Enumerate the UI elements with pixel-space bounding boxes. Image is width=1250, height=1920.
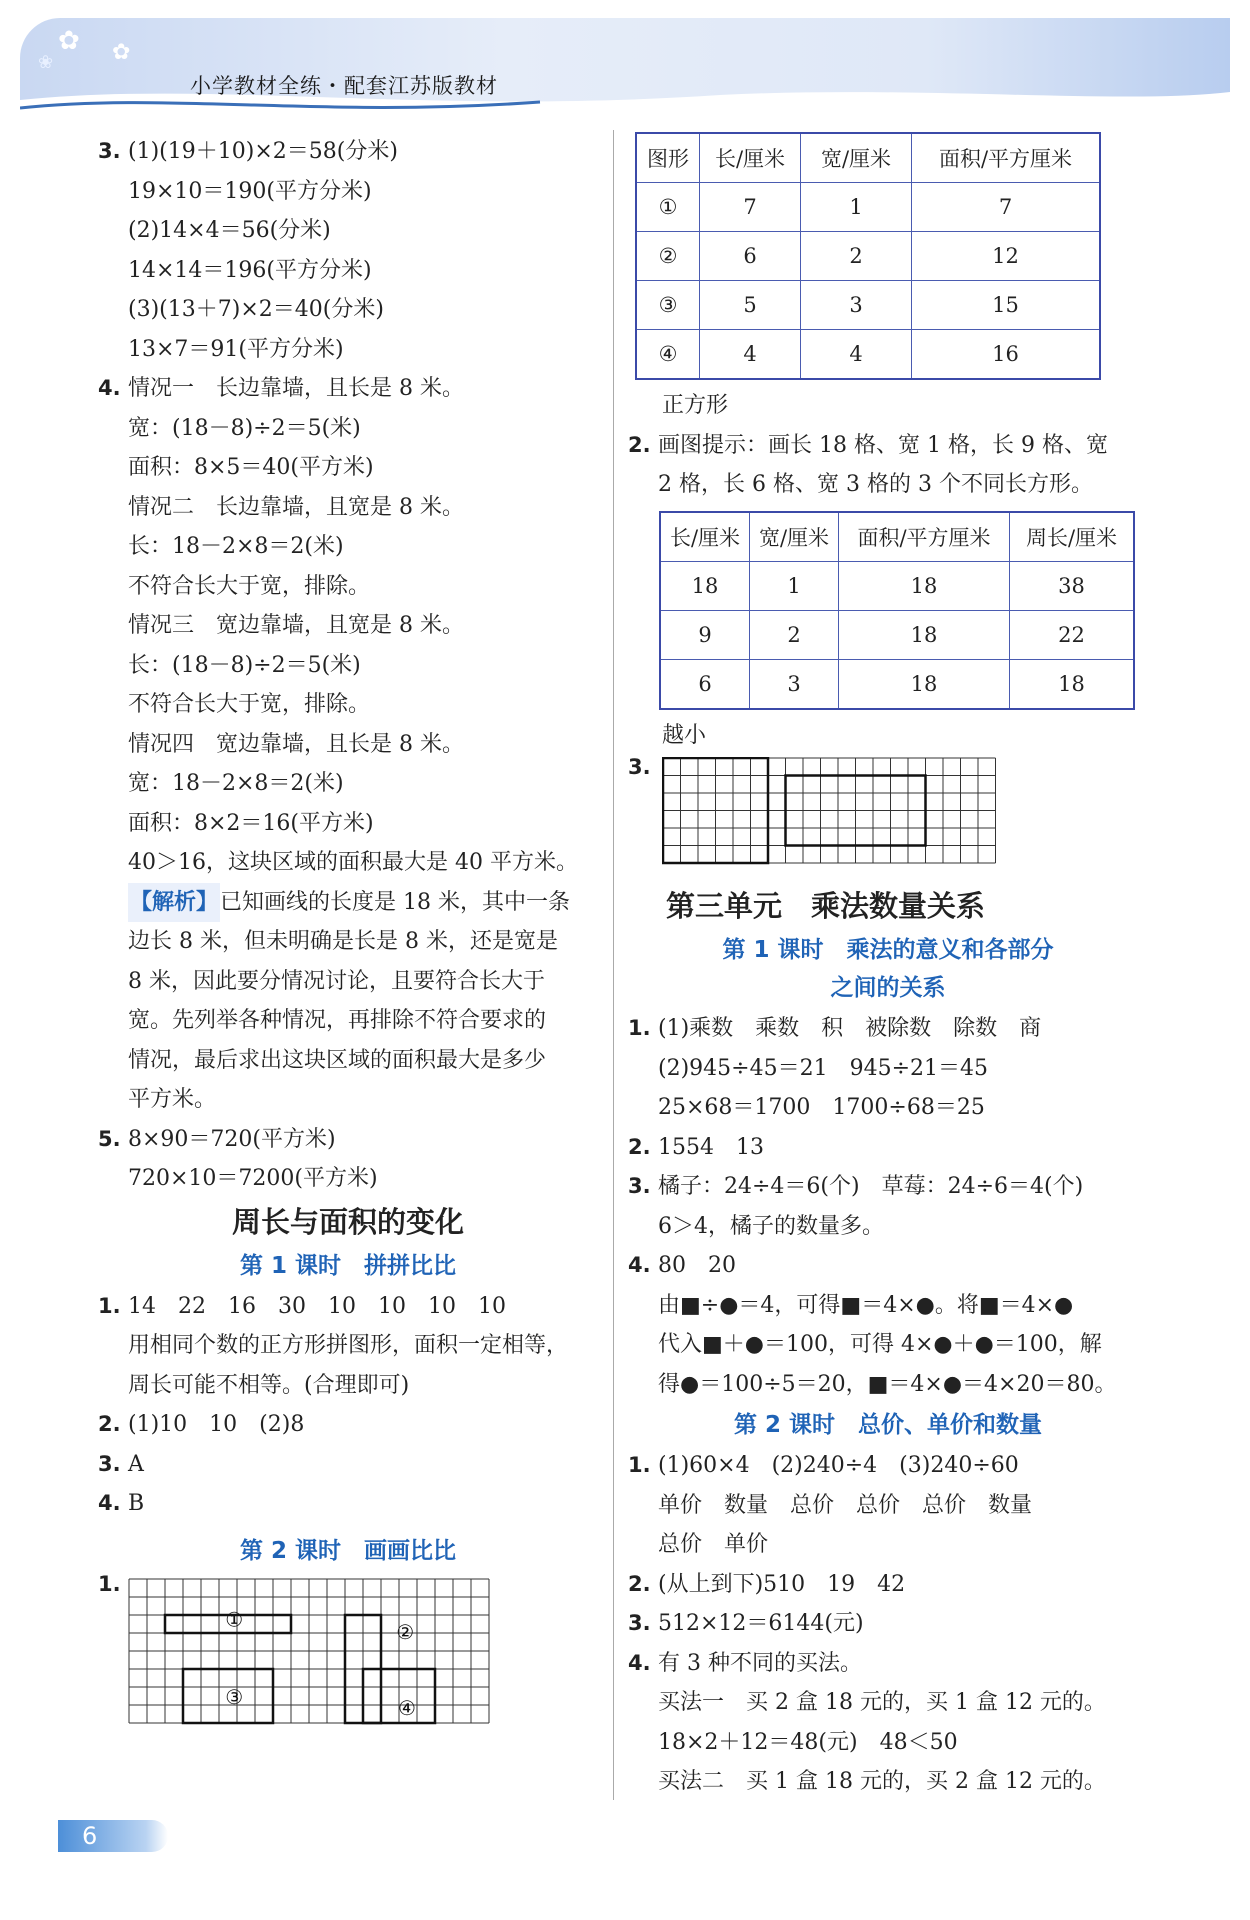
- answer-line: 13×7＝91(平方分米): [128, 336, 344, 362]
- answer-line: 2 格，长 6 格、宽 3 格的 3 个不同长方形。: [658, 472, 1093, 497]
- answer-line: 6＞4，橘子的数量多。: [658, 1213, 884, 1239]
- answer-line: 面积：8×2＝16(平方米): [128, 810, 374, 836]
- lesson1-question-1: [98, 1287, 598, 1406]
- answer-line: 面积：8×5＝40(平方米): [128, 455, 374, 480]
- shape-label: ①: [225, 1607, 244, 1632]
- question-number: 4.: [628, 1650, 651, 1675]
- answer-line: 14 22 16 30 10 10 10 10: [128, 1293, 506, 1319]
- table-cell: ①: [636, 183, 700, 232]
- answer-line: (2)945÷45＝21 945÷21＝45: [658, 1055, 988, 1081]
- table-row: [660, 561, 1134, 610]
- answer-line: B: [128, 1491, 145, 1516]
- question-number: 3.: [628, 1174, 651, 1198]
- table-rectangles: [659, 511, 1135, 710]
- right-question-2: [628, 426, 1148, 505]
- lesson-title: 第 2 课时 总价、单价和数量: [733, 1412, 1043, 1438]
- right-question-3: [628, 755, 1148, 883]
- lesson-title: 第 1 课时 拼拼比比: [239, 1252, 457, 1279]
- question-number: 4.: [98, 1491, 121, 1515]
- table-cell: 1: [750, 561, 839, 610]
- answer-line: 越小: [662, 722, 707, 748]
- answer-line: 画图提示：画长 18 格、宽 1 格，长 9 格、宽: [658, 432, 1108, 458]
- question-number: 3.: [628, 1611, 651, 1635]
- answer-line: 18×2＋12＝48(元) 48＜50: [658, 1729, 958, 1755]
- answer-line: 不符合长大于宽，排除。: [128, 692, 371, 717]
- answer-line: 情况四 宽边靠墙，且长是 8 米。: [128, 731, 464, 757]
- table-header-row: [660, 512, 1134, 562]
- unit-question-1: [628, 1009, 1148, 1128]
- table-cell: 7: [700, 183, 801, 232]
- answer-line: (从上到下)510 19 42: [658, 1571, 906, 1597]
- lesson2-question-4: [628, 1644, 1148, 1802]
- table-cell: 18: [839, 610, 1010, 659]
- answer-line: (1)10 10 (2)8: [128, 1412, 305, 1437]
- table-cell: 18: [839, 659, 1010, 709]
- answer-line: 情况三 宽边靠墙，且宽是 8 米。: [128, 613, 464, 638]
- table-cell: ②: [636, 232, 700, 281]
- question-number: 3.: [98, 139, 121, 163]
- answer-line: 14×14＝196(平方分米): [128, 257, 372, 283]
- question-4: [98, 369, 598, 1120]
- analysis-line: 情况，最后求出这块区域的面积最大是多少: [128, 1047, 547, 1073]
- table-cell: ④: [636, 330, 700, 380]
- table-cell: 16: [912, 330, 1101, 380]
- left-column: [98, 132, 598, 1762]
- table-header-cell: 宽/厘米: [750, 512, 839, 562]
- table-cell: 4: [801, 330, 912, 380]
- unit-title: 第三单元 乘法数量关系: [666, 889, 986, 923]
- answer-line: 橘子：24÷4＝6(个) 草莓：24÷6＝4(个): [658, 1174, 1084, 1199]
- table-row: [636, 232, 1100, 281]
- answer-line: 宽：(18－8)÷2＝5(米): [128, 415, 361, 441]
- answer-line: 25×68＝1700 1700÷68＝25: [658, 1095, 985, 1120]
- flower-icon: ✿: [112, 40, 131, 65]
- answer-line: 512×12＝6144(元): [658, 1611, 864, 1636]
- lesson2-question-1: [628, 1446, 1148, 1565]
- shape-label: ③: [225, 1684, 244, 1709]
- question-number: 4.: [628, 1253, 651, 1277]
- analysis-line: 宽。先列举各种情况，再排除不符合要求的: [128, 1008, 547, 1033]
- analysis-line: 边长 8 米，但未明确是长是 8 米，还是宽是: [128, 929, 558, 954]
- unit-question-3: [628, 1167, 1148, 1246]
- table-cell: 7: [912, 183, 1101, 232]
- table-shapes: [635, 132, 1101, 380]
- flower-icon: ✿: [58, 26, 80, 56]
- answer-line: (1)60×4 (2)240÷4 (3)240÷60: [658, 1453, 1019, 1478]
- flower-icon: ❀: [38, 52, 54, 73]
- question-number: 3.: [628, 755, 651, 779]
- table-cell: 18: [1010, 659, 1135, 709]
- page-number: 6: [82, 1822, 98, 1850]
- table-cell: 2: [750, 610, 839, 659]
- lesson2-question-1: [98, 1572, 598, 1762]
- table-header-cell: 周长/厘米: [1010, 512, 1135, 562]
- table-cell: 4: [700, 330, 801, 380]
- shape-label: ④: [398, 1695, 416, 1720]
- answer-line: 8×90＝720(平方米): [128, 1126, 336, 1152]
- answer-line: 总价 单价: [658, 1532, 769, 1557]
- table-cell: ③: [636, 281, 700, 330]
- question-number: 1.: [628, 1016, 651, 1040]
- question-number: 3.: [98, 1451, 121, 1476]
- table-header-cell: 图形: [636, 133, 700, 183]
- table-cell: 22: [1010, 610, 1135, 659]
- answer-line: 得●＝100÷5＝20，■＝4×●＝4×20＝80。: [658, 1371, 1117, 1397]
- table-cell: 12: [912, 232, 1101, 281]
- answer-line: 1554 13: [658, 1134, 764, 1160]
- answer-line: 长：18－2×8＝2(米): [128, 534, 344, 559]
- answer-line: 情况一 长边靠墙，且长是 8 米。: [128, 376, 464, 401]
- answer-line: (3)(13＋7)×2＝40(分米): [128, 297, 384, 322]
- question-number: 2.: [628, 1134, 651, 1159]
- table-cell: 6: [700, 232, 801, 281]
- page-number-badge: [58, 1820, 168, 1852]
- answer-line: 宽：18－2×8＝2(米): [128, 771, 344, 796]
- grid-figure: [662, 757, 1082, 879]
- header-title: 小学教材全练・配套江苏版教材: [190, 74, 498, 98]
- answer-line: (1)乘数 乘数 积 被除数 除数 商: [658, 1016, 1042, 1041]
- section-title: 周长与面积的变化: [231, 1204, 464, 1239]
- table-cell: 1: [801, 183, 912, 232]
- table-cell: 18: [839, 561, 1010, 610]
- answer-line: 单价 数量 总价 总价 总价 数量: [658, 1492, 1033, 1518]
- lesson-title: 第 1 课时 乘法的意义和各部分: [722, 937, 1054, 963]
- answer-line: 情况二 长边靠墙，且宽是 8 米。: [128, 494, 464, 520]
- table-row: [636, 183, 1100, 232]
- table-header-cell: 长/厘米: [700, 133, 801, 183]
- answer-line: 80 20: [658, 1253, 736, 1278]
- table-row: [660, 659, 1134, 709]
- table-cell: 15: [912, 281, 1101, 330]
- question-number: 4.: [98, 376, 121, 400]
- question-number: 1.: [98, 1293, 121, 1318]
- lesson-title: 第 2 课时 画画比比: [239, 1537, 457, 1564]
- answer-line: 19×10＝190(平方分米): [128, 178, 372, 204]
- question-number: 5.: [98, 1126, 121, 1151]
- question-3: [98, 132, 598, 369]
- table-header-cell: 面积/平方厘米: [839, 512, 1010, 562]
- table-header-cell: 宽/厘米: [801, 133, 912, 183]
- table-cell: 6: [660, 659, 750, 709]
- answer-line: 720×10＝7200(平方米): [128, 1166, 378, 1191]
- shape-label: ②: [396, 1619, 415, 1644]
- right-column: [628, 132, 1148, 1802]
- answer-line: 买法二 买 1 盒 18 元的，买 2 盒 12 元的。: [658, 1769, 1106, 1794]
- table-row: [636, 281, 1100, 330]
- question-number: 2.: [628, 1571, 651, 1596]
- table-row: [636, 330, 1100, 380]
- table-cell: 3: [801, 281, 912, 330]
- answer-line: 长：(18－8)÷2＝5(米): [128, 652, 361, 678]
- answer-line: A: [128, 1451, 144, 1477]
- grid-figure: [128, 1578, 548, 1760]
- lesson-title-continued: 之间的关系: [830, 975, 946, 1001]
- table-row: [660, 610, 1134, 659]
- column-divider: [613, 130, 614, 1800]
- answer-line: 40＞16，这块区域的面积最大是 40 平方米。: [128, 850, 578, 875]
- answer-line: 正方形: [662, 393, 729, 418]
- question-number: 1.: [628, 1453, 651, 1477]
- table-header-row: [636, 133, 1100, 183]
- table-cell: 3: [750, 659, 839, 709]
- table-cell: 5: [700, 281, 801, 330]
- unit-question-4: [628, 1246, 1148, 1404]
- table-header-cell: 面积/平方厘米: [912, 133, 1101, 183]
- grid-lines: [663, 758, 996, 863]
- answer-line: 买法一 买 2 盒 18 元的，买 1 盒 12 元的。: [658, 1690, 1106, 1715]
- analysis-line: 平方米。: [128, 1087, 217, 1112]
- table-cell: 38: [1010, 561, 1135, 610]
- answer-line: 用相同个数的正方形拼图形，面积一定相等，: [128, 1333, 569, 1358]
- table-cell: 2: [801, 232, 912, 281]
- analysis-tag: 【解析】: [128, 883, 220, 923]
- answer-line: 有 3 种不同的买法。: [658, 1650, 862, 1676]
- analysis-line: 8 米，因此要分情况讨论，且要符合长大于: [128, 968, 545, 994]
- answer-line: (1)(19＋10)×2＝58(分米): [128, 139, 398, 164]
- question-number: 2.: [628, 432, 651, 457]
- table-header-cell: 长/厘米: [660, 512, 750, 562]
- table-cell: 18: [660, 561, 750, 610]
- question-5: [98, 1120, 598, 1199]
- answer-line: (2)14×4＝56(分米): [128, 218, 331, 243]
- analysis-line: 已知画线的长度是 18 米，其中一条: [220, 889, 570, 915]
- question-number: 2.: [98, 1412, 121, 1436]
- answer-line: 代入■＋●＝100，可得 4×●＋●＝100，解: [658, 1332, 1102, 1357]
- answer-line: 周长可能不相等。(合理即可): [128, 1372, 410, 1398]
- question-number: 1.: [98, 1571, 121, 1596]
- table-cell: 9: [660, 610, 750, 659]
- answer-line: 不符合长大于宽，排除。: [128, 573, 371, 599]
- answer-line: 由■÷●＝4，可得■＝4×●。将■＝4×●: [658, 1292, 1074, 1318]
